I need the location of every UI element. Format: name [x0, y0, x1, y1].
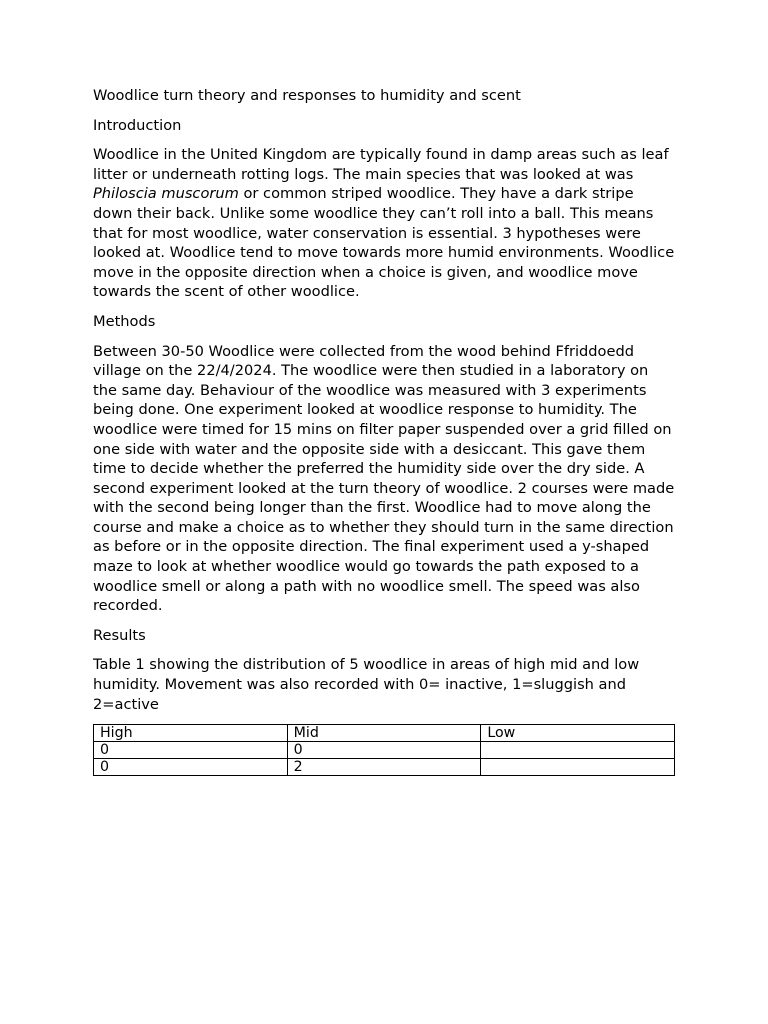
introduction-text-start: Woodlice in the United Kingdom are typically found in damp areas such as leaf litter or underneath rotting logs. The main species that was looked at was: [93, 146, 669, 183]
table-header-row: [94, 725, 675, 742]
results-table: [93, 724, 675, 776]
table-row: [94, 759, 675, 776]
introduction-paragraph: [93, 145, 675, 302]
document-page: [93, 86, 675, 776]
table-header-cell: Low: [481, 725, 675, 742]
table-header-cell: High: [94, 725, 288, 742]
table-row: [94, 742, 675, 759]
table-header-cell: Mid: [287, 725, 481, 742]
table-cell: 0: [94, 742, 288, 759]
species-name: Philoscia muscorum: [93, 185, 239, 203]
table-cell: 2: [287, 759, 481, 776]
methods-heading: Methods: [93, 312, 156, 330]
table-cell: 0: [287, 742, 481, 759]
methods-paragraph: Between 30-50 Woodlice were collected from the wood behind Ffriddoedd village on the 22/4/2024. The woodlice were then studied in a laboratory on the same day. Behaviour of the woodlice was measured with 3 experiments being done. One experiment looked at woodlice response to humidity. The woodlice were timed for 15 mins on filter paper suspended over a grid filled on one side with water and the opposite side with a desiccant. This gave them time to decide whether the preferred the humidity side over the dry side. A second experiment looked at the turn theory of woodlice. 2 courses were made with the second being longer than the first. Woodlice had to move along the course and make a choice as to whether they should turn in the same direction as before or in the opposite direction. The final experiment used a y-shaped maze to look at whether woodlice would go towards the path exposed to a woodlice smell or along a path with no woodlice smell. The speed was also recorded.: [93, 342, 675, 615]
results-heading: Results: [93, 626, 146, 644]
introduction-text-end: or common striped woodlice. They have a dark stripe down their back. Unlike some woodlice they can’t roll into a ball. This means that for most woodlice, water conservation is essential. 3 hypotheses were looked at. Woodlice tend to move towards more humid environments. Woodlice move in the opposite direction when a choice is given, and woodlice move towards the scent of other woodlice.: [93, 185, 675, 301]
introduction-heading: Introduction: [93, 116, 182, 134]
table-caption: Table 1 showing the distribution of 5 woodlice in areas of high mid and low humidity. Movement was also recorded with 0= inactive, 1=sluggish and 2=active: [93, 656, 640, 713]
table-cell: [481, 759, 675, 776]
table-cell: [481, 742, 675, 759]
table-cell: 0: [94, 759, 288, 776]
document-title: Woodlice turn theory and responses to humidity and scent: [93, 87, 521, 104]
